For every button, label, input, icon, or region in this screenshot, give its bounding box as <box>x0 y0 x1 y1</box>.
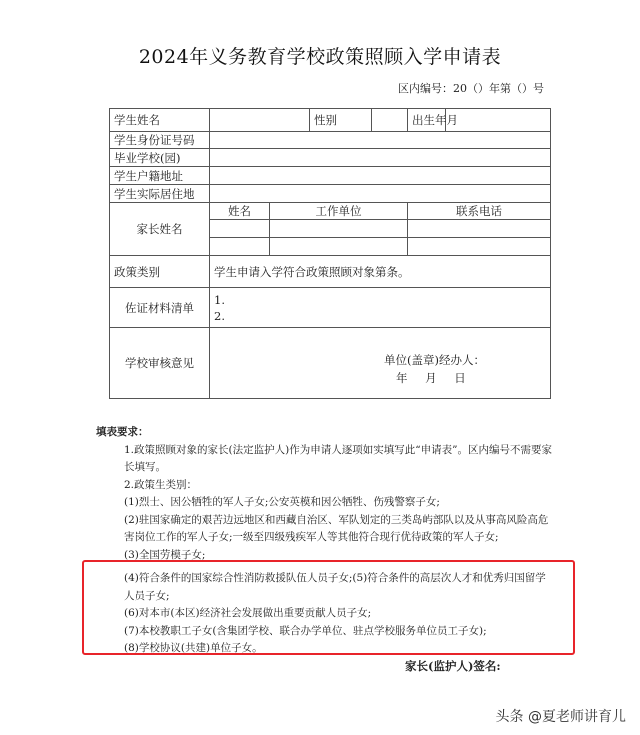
parent-name-label: 家长姓名 <box>110 203 210 256</box>
instruction-item: (7)本校教职工子女(含集团学校、联合办学单位、驻点学校服务单位员工子女); <box>124 624 487 637</box>
parent2-name[interactable] <box>210 238 270 256</box>
materials-value[interactable] <box>210 288 551 328</box>
id-number-value[interactable] <box>210 132 551 149</box>
birth-value[interactable] <box>446 109 551 132</box>
instruction-item: (2)驻国家确定的艰苦边远地区和西藏自治区、军队划定的三类岛屿部队以及从事高风险高危害岗位工作的军人子女;一级至四级残疾军人等其他符合现行优待政策的军人子女; <box>124 513 549 543</box>
instruction-item: (3)全国劳模子女; <box>124 548 206 561</box>
date-line: 年 月 日 <box>396 371 466 385</box>
parent-col-work: 工作单位 <box>270 203 408 220</box>
gender-value[interactable] <box>372 109 408 132</box>
residence-label: 学生实际居住地 <box>110 185 210 203</box>
parent1-work[interactable] <box>270 220 408 238</box>
region-number: 区内编号：20（）年第（）号 <box>398 82 544 95</box>
stamp-line: 单位(盖章)经办人： <box>384 353 485 367</box>
graduated-school-label: 毕业学校(园) <box>110 149 210 167</box>
residence-value[interactable] <box>210 185 551 203</box>
instruction-item: (1)烈士、因公牺牲的军人子女;公安英模和因公牺牲、伤残警察子女; <box>124 496 440 508</box>
parent-col-name: 姓名 <box>210 203 270 220</box>
graduated-school-value[interactable] <box>210 149 551 167</box>
instruction-item: (4)符合条件的国家综合性消防救援队伍人员子女;(5)符合条件的高层次人才和优秀归国留学人员子女; <box>124 572 546 602</box>
school-review-label: 学校审核意见 <box>110 328 210 399</box>
parent2-work[interactable] <box>270 238 408 256</box>
hukou-address-value[interactable] <box>210 167 551 185</box>
instruction-item: (8)学校协议(共建)单位子女。 <box>124 642 263 654</box>
instruction-item: 1.政策照顾对象的家长(法定监护人)作为申请人逐项如实填写此“申请表”。区内编号不需要家长填写。 <box>124 443 552 473</box>
policy-type-value[interactable]: 学生申请入学符合政策照顾对象第条。 <box>210 256 551 288</box>
policy-type-label: 政策类别 <box>110 256 210 288</box>
gender-label: 性别 <box>310 109 372 132</box>
materials-item-2: 2. <box>214 308 225 323</box>
watermark: 头条 @夏老师讲育儿 <box>495 709 626 725</box>
parent1-phone[interactable] <box>408 220 551 238</box>
student-name-label: 学生姓名 <box>110 109 210 132</box>
materials-item-1: 1. <box>214 292 225 307</box>
instruction-item: 2.政策生类别： <box>124 478 198 491</box>
id-number-label: 学生身份证号码 <box>110 132 210 149</box>
birth-label: 出生年月 <box>408 109 446 132</box>
school-review-value[interactable] <box>210 328 551 399</box>
student-name-value[interactable] <box>210 109 310 132</box>
instruction-item: (6)对本市(本区)经济社会发展做出重要贡献人员子女; <box>124 607 372 619</box>
form-title: 2024年义务教育学校政策照顾入学申请表 <box>138 46 502 68</box>
parent2-phone[interactable] <box>408 238 551 256</box>
guardian-signature-label: 家长(监护人)签名: <box>405 659 501 673</box>
application-table <box>109 108 551 399</box>
instructions-header: 填表要求： <box>96 426 149 438</box>
red-highlight-box <box>82 560 575 655</box>
parent-col-phone: 联系电话 <box>408 203 551 220</box>
parent1-name[interactable] <box>210 220 270 238</box>
materials-label: 佐证材料清单 <box>110 288 210 328</box>
hukou-address-label: 学生户籍地址 <box>110 167 210 185</box>
